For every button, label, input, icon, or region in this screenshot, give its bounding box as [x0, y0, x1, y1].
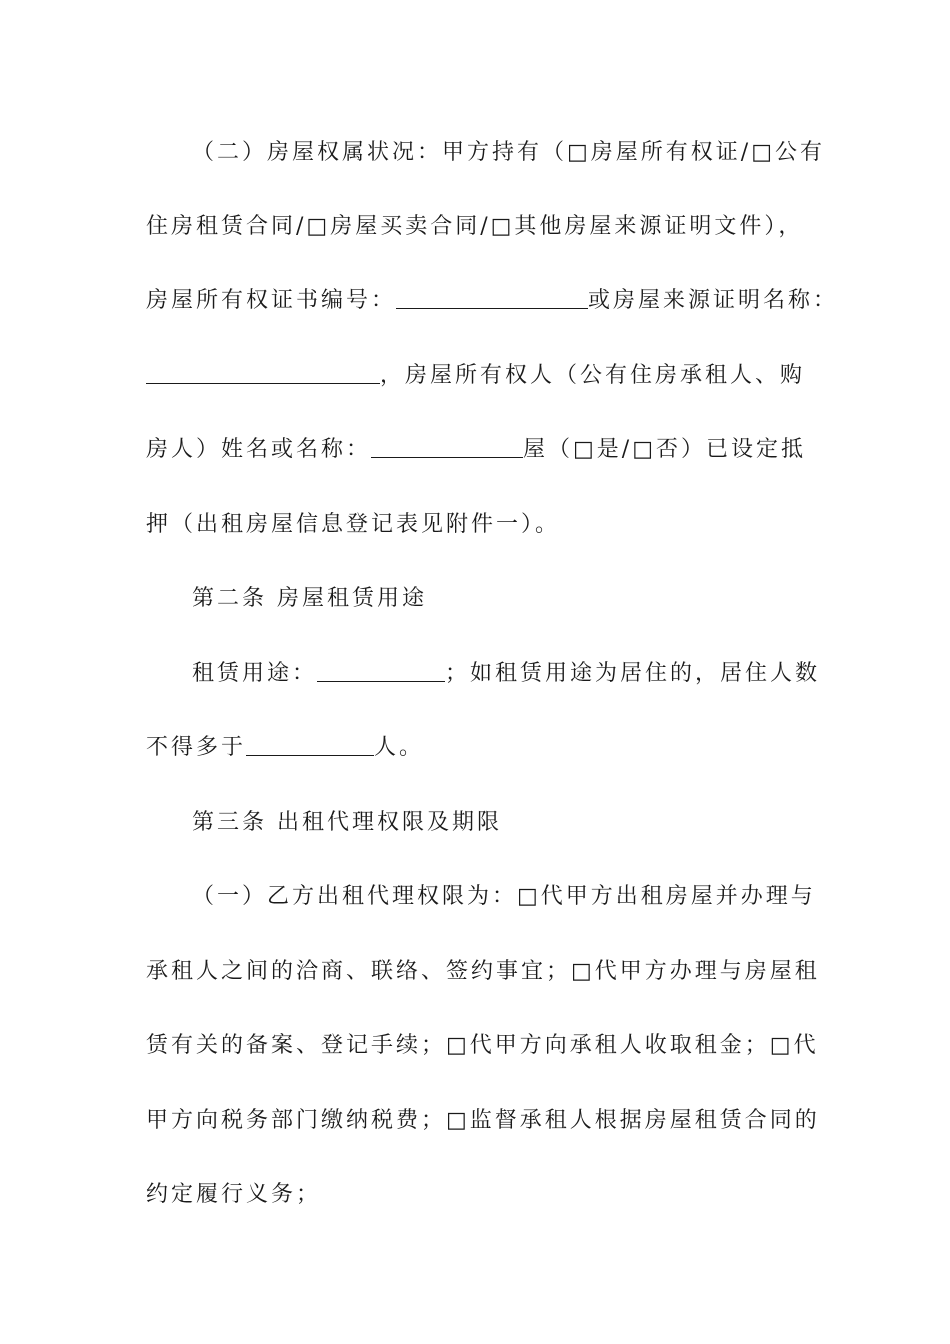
clause-2-property-ownership-line-2: [146, 212, 836, 242]
agency-authority-line-4: [146, 1106, 836, 1136]
mortgage-line: [146, 510, 836, 540]
text-segment: （一）乙方出租代理权限为：□代甲方出租房屋并办理与: [192, 884, 816, 909]
owner-name-blank[interactable]: [371, 437, 523, 458]
owner-name-line: [146, 435, 836, 465]
certificate-number-blank[interactable]: [396, 288, 588, 309]
occupant-limit-blank[interactable]: [246, 735, 374, 756]
text-segment: 房人）姓名或名称：: [146, 437, 372, 462]
text-segment: 不得多于: [146, 735, 247, 760]
text-segment: 第三条 出租代理权限及期限: [192, 810, 502, 835]
agency-authority-line-3: [146, 1031, 836, 1061]
agency-authority-line-2: [146, 957, 836, 987]
text-segment: 或房屋来源证明名称：: [588, 288, 839, 313]
text-segment: ，房屋所有权人（公有住房承租人、购: [380, 363, 806, 388]
text-segment: 承租人之间的洽商、联络、签约事宜；□代甲方办理与房屋租: [146, 959, 820, 984]
text-segment: 约定履行义务；: [146, 1182, 322, 1207]
document-name-blank[interactable]: [146, 363, 380, 384]
text-segment: 屋（□是/□否）已设定抵: [523, 437, 807, 462]
agency-authority-line-5: [146, 1180, 836, 1210]
lease-purpose-blank[interactable]: [317, 661, 445, 682]
occupant-limit-line: [146, 733, 836, 763]
text-segment: 房屋所有权证书编号：: [146, 288, 397, 313]
text-segment: ；如租赁用途为居住的，居住人数: [445, 661, 821, 686]
agency-authority-line-1: [192, 882, 882, 912]
text-segment: （二）房屋权属状况：甲方持有（□房屋所有权证/□公有: [192, 140, 825, 165]
clause-2-property-ownership-line-1: [192, 138, 882, 168]
text-segment: 第二条 房屋租赁用途: [192, 586, 427, 611]
document-name-line: [146, 361, 836, 391]
text-segment: 赁有关的备案、登记手续；□代甲方向承租人收取租金；□代: [146, 1033, 819, 1058]
article-3-heading: [192, 808, 882, 838]
lease-purpose-line: [192, 659, 882, 689]
text-segment: 人。: [374, 735, 425, 760]
text-segment: 租赁用途：: [192, 661, 318, 686]
text-segment: 住房租赁合同/□房屋买卖合同/□其他房屋来源证明文件），: [146, 214, 804, 239]
text-segment: 押（出租房屋信息登记表见附件一）。: [146, 512, 561, 537]
article-2-heading: [192, 584, 882, 614]
certificate-number-line: [146, 286, 839, 316]
text-segment: 甲方向税务部门缴纳税费；□监督承租人根据房屋租赁合同的: [146, 1108, 820, 1133]
